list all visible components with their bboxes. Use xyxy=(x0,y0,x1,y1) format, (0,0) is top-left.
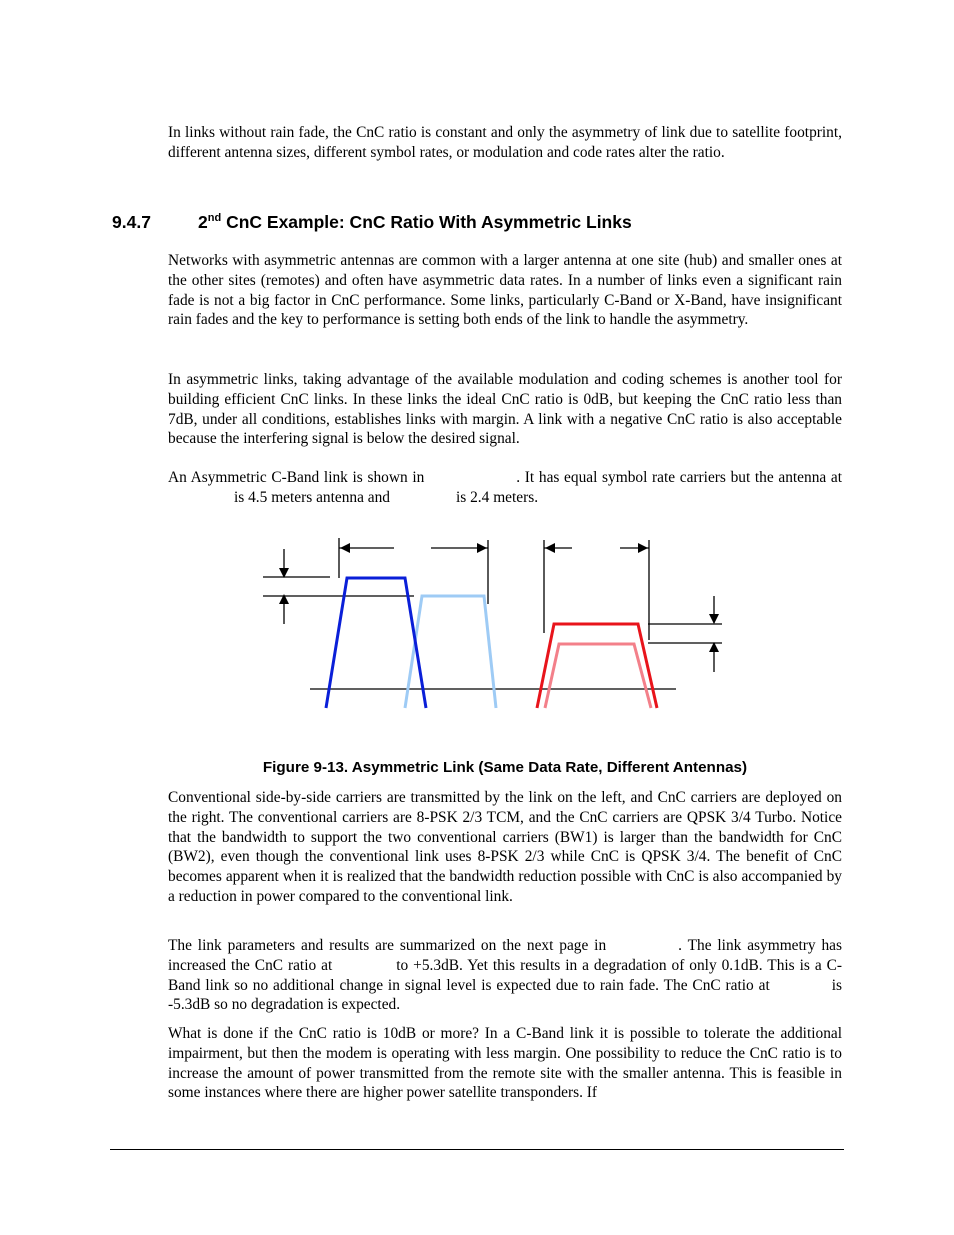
asymmetric-antennas-paragraph: Networks with asymmetric antennas are common with a larger antenna at one site (hub) and smaller ones at the other sites (remotes) and often have asymmetric data rates. In a number of links even a significant rain fade is not a big factor in CnC performance. Some links, particularly C-Band or X-Band, have insignificant rain fades and the key to performance is setting both ends of the link to handle the asymmetry. xyxy=(168,252,842,329)
conventional-carrier-weak xyxy=(405,596,496,708)
heading-title: CnC Example: CnC Ratio With Asymmetric Links xyxy=(226,212,632,232)
figure-intro-text-a: An Asymmetric C-Band link is shown in xyxy=(168,469,425,486)
link-parameters-text-d: is -5.3dB so no degradation is expected. xyxy=(168,976,842,1014)
bw1-marker xyxy=(339,538,488,604)
heading-ordinal: 2 xyxy=(198,212,208,232)
intro-paragraph: In links without rain fade, the CnC ratio is constant and only the asymmetry of link due to satellite footprint, different antenna sizes, different symbol rates, or modulation and code rates alter the ratio. xyxy=(168,124,842,161)
heading-superscript: nd xyxy=(207,212,222,225)
figure-intro-text-d: is 2.4 meters. xyxy=(456,488,539,506)
figure-intro-text-b: . It has equal symbol rate carriers but the antenna at xyxy=(516,469,843,486)
figure-caption: Figure 9-13. Asymmetric Link (Same Data Rate, Different Antennas) xyxy=(262,759,748,776)
conventional-vs-cnc-paragraph: Conventional side-by-side carriers are transmitted by the link on the left, and CnC carriers are deployed on the right. The conventional carriers are 8-PSK 2/3 TCM, and the CnC carriers are QPSK 3/4 Turbo. Notice that the bandwidth to support the two conventional carriers (BW1) is larger than the bandwidth for CnC (BW2), even though the conventional link uses 8-PSK 2/3 while CnC is QPSK 3/4. The benefit of CnC becomes apparent when it is realized that the bandwidth reduction possible with CnC is also accompanied by a reduction in power compared to the conventional link. xyxy=(168,789,842,905)
cnc-ratio-question-paragraph: What is done if the CnC ratio is 10dB or more? In a C-Band link it is possible to tolerate the additional impairment, but then the modem is operating with less margin. One possibility to reduce the CnC ratio is to increase the amount of power transmitted from the remote site with the smaller antenna. This is feasible in some instances where there are higher power satellite transponders. If xyxy=(168,1025,842,1102)
cnc-carrier-weak xyxy=(545,644,651,708)
modulation-coding-paragraph: In asymmetric links, taking advantage of the available modulation and coding schemes is another tool for building efficient CnC links. In these links the ideal CnC ratio is 0dB, but keeping the CnC ratio less than 7dB, under all conditions, establishes links with margin. A link with a negative CnC ratio is also acceptable because the interfering signal is below the desired signal. xyxy=(168,371,842,448)
link-parameters-text-a: The link parameters and results are summarized on the next page in xyxy=(168,937,607,954)
link-parameters-paragraph xyxy=(168,936,842,1015)
figure-intro-text-c: is 4.5 meters antenna and xyxy=(234,488,390,506)
link-parameters-text-c: to +5.3dB. Yet this results in a degradation of only 0.1dB. This is a C-Band link so no additional change in signal level is expected due to rain fade. The CnC ratio at xyxy=(168,956,843,994)
footer-divider xyxy=(110,1149,844,1150)
power-difference-marker-right xyxy=(648,596,722,672)
section-number: 9.4.7 xyxy=(112,212,151,232)
link-parameters-text-b: . The link asymmetry has increased the CnC ratio at xyxy=(168,937,843,974)
